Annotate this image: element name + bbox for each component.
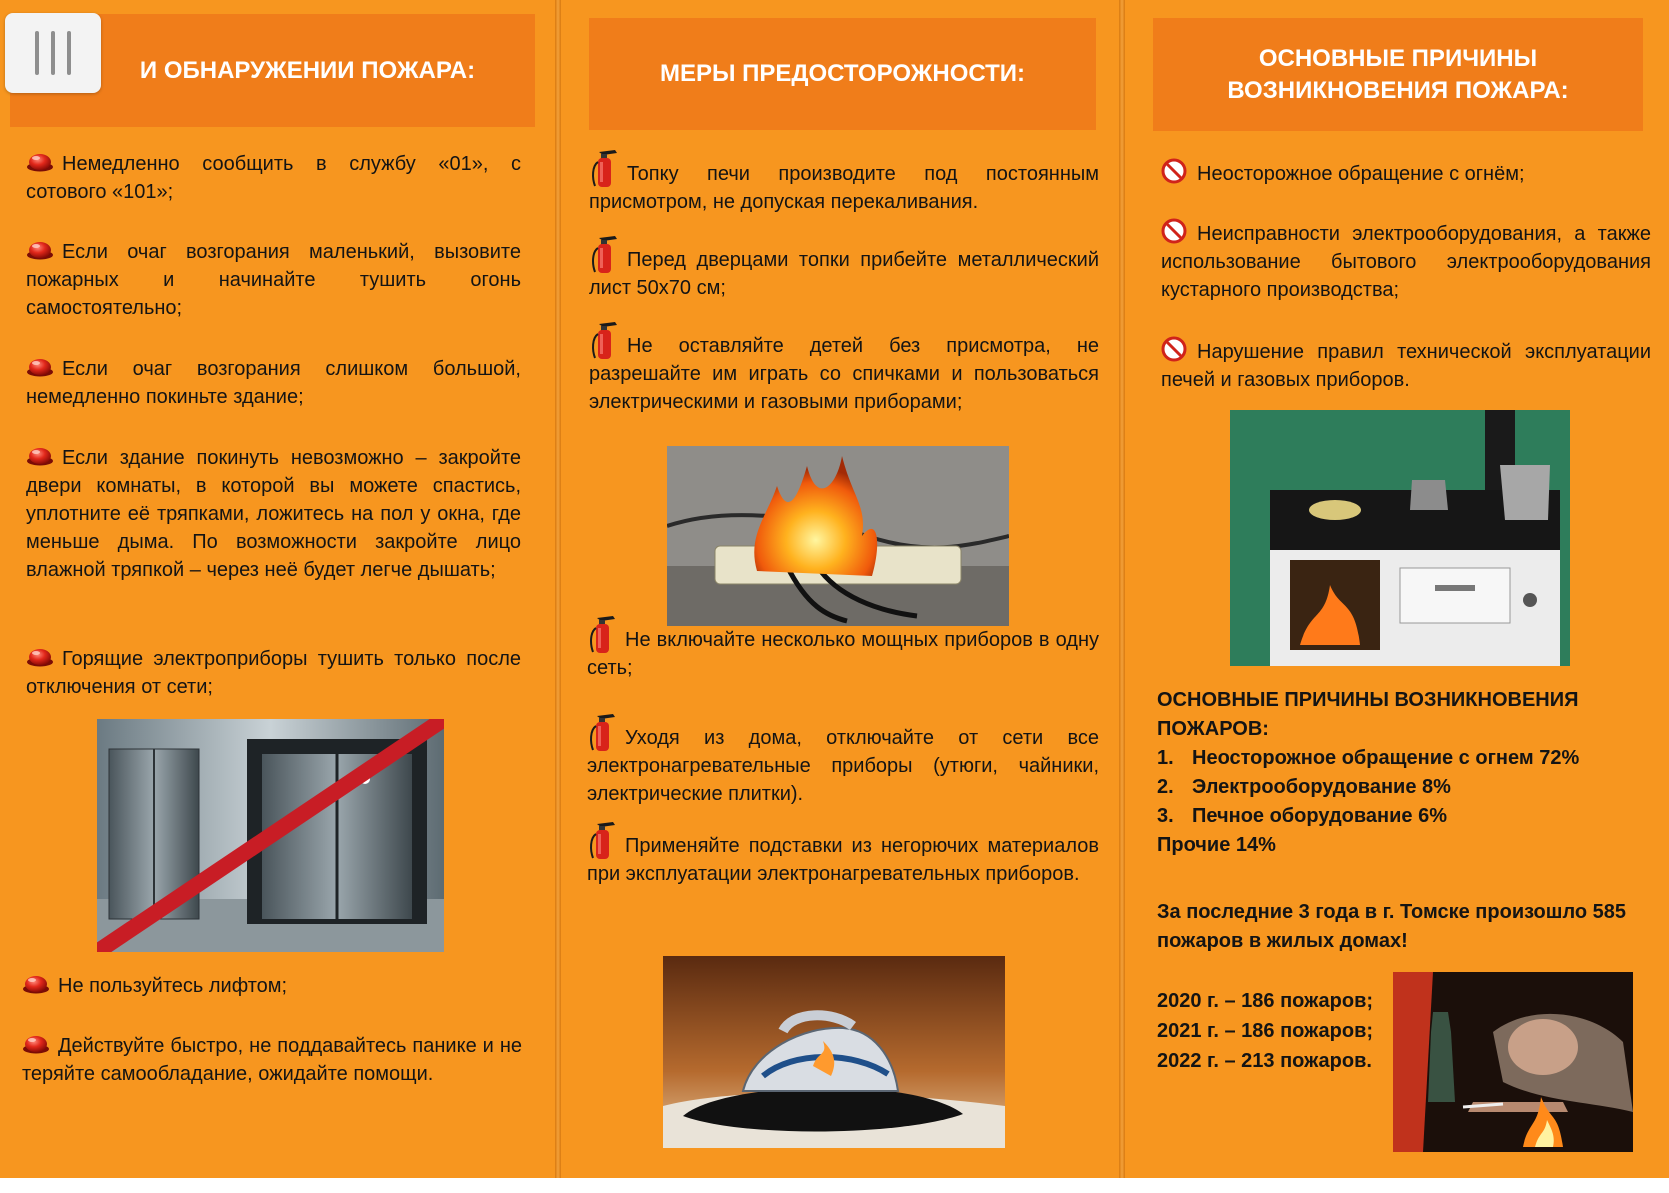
- fire-extinguisher-icon: [589, 234, 621, 274]
- prohibition-icon: [1161, 158, 1187, 184]
- panel-fire-causes: [1125, 0, 1669, 1178]
- list-item: Если очаг возгорания маленький, вызовите пожарных и начинайте тушить огонь самостоятельно;: [26, 241, 521, 319]
- burning-power-strip-photo: [667, 446, 1009, 626]
- red-button-bullet-icon: [22, 974, 50, 994]
- fire-extinguisher-icon: [587, 820, 619, 860]
- fire-extinguisher-icon: [587, 712, 619, 752]
- cause-text: Печное оборудование 6%: [1192, 805, 1447, 827]
- list-item: Не пользуйтесь лифтом;: [22, 972, 522, 1000]
- red-button-bullet-icon: [26, 152, 54, 172]
- menu-bar-icon: [67, 31, 71, 75]
- cause-row: [1157, 773, 1657, 802]
- iron-on-fabric-photo: [663, 956, 1005, 1148]
- careless-smoking-illustration: [1393, 972, 1633, 1152]
- elevator-prohibited-photo: [97, 719, 444, 952]
- panel3-title-line2: ВОЗНИКНОВЕНИЯ ПОЖАРА:: [1227, 76, 1569, 104]
- red-button-bullet-icon: [22, 1034, 50, 1054]
- list-item: Не включайте несколько мощных приборов в одну сеть;: [587, 614, 1099, 682]
- panel-precautions: [561, 0, 1119, 1178]
- panel3-title-line1: ОСНОВНЫЕ ПРИЧИНЫ: [1258, 44, 1538, 72]
- list-item: Неосторожное обращение с огнём;: [1161, 158, 1651, 188]
- list-item: Топку печи производите под постоянным присмотром, не допуская перекаливания.: [589, 148, 1099, 216]
- fire-extinguisher-icon: [587, 614, 619, 654]
- stats-heading: ОСНОВНЫЕ ПРИЧИНЫ ВОЗНИКНОВЕНИЯ ПОЖАРОВ:: [1157, 689, 1579, 740]
- cause-number: 3.: [1157, 805, 1174, 827]
- cause-text: Неосторожное обращение с огнем 72%: [1192, 747, 1580, 769]
- iron-illustration: [663, 956, 1005, 1148]
- red-button-bullet-icon: [26, 240, 54, 260]
- list-item: Горящие электроприборы тушить только после отключения от сети;: [26, 648, 521, 698]
- fire-extinguisher-icon: [589, 320, 621, 360]
- cause-row: [1157, 744, 1657, 773]
- list-item: Нарушение правил технической эксплуатации печей и газовых приборов.: [1161, 336, 1651, 394]
- panel3-title-banner: [1153, 18, 1643, 131]
- red-button-bullet-icon: [26, 647, 54, 667]
- fires-by-year: [1157, 986, 1377, 1076]
- cause-number: 2.: [1157, 776, 1174, 798]
- cause-text: Электрооборудование 8%: [1192, 776, 1451, 798]
- stove-illustration: [1230, 410, 1570, 666]
- tomsk-summary: За последние 3 года в г. Томске произошло 585 пожаров в жилых домах!: [1157, 901, 1627, 952]
- list-item: Если здание покинуть невозможно – закройте двери комнаты, в которой вы можете спастись, уплотните её тряпками, ложитесь на пол у окна, где меньше дыма. По возможности закройте лицо влажной тряпкой – через неё будет легче дышать;: [26, 447, 521, 581]
- list-item: Немедленно сообщить в службу «01», с сотового «101»;: [26, 153, 521, 203]
- burning-socket-illustration: [667, 446, 1009, 626]
- list-item: Действуйте быстро, не поддавайтесь панике и не теряйте самообладание, ожидайте помощи.: [22, 1035, 522, 1085]
- elevator-crossed-illustration: [97, 719, 444, 952]
- year-row: 2022 г. – 213 пожаров.: [1157, 1050, 1372, 1072]
- panel2-title-banner: [589, 18, 1096, 130]
- smoking-drunk-man-photo: [1393, 972, 1633, 1152]
- other-causes: Прочие 14%: [1157, 834, 1276, 856]
- red-button-bullet-icon: [26, 446, 54, 466]
- cause-row: [1157, 802, 1657, 831]
- list-item: Не оставляйте детей без присмотра, не разрешайте им играть со спичками и пользоваться электрическими и газовыми приборами;: [589, 320, 1099, 416]
- prohibition-icon: [1161, 218, 1187, 244]
- prohibition-icon: [1161, 336, 1187, 362]
- menu-bar-icon: [51, 31, 55, 75]
- fire-extinguisher-icon: [589, 148, 621, 188]
- panel-toggle-button[interactable]: [5, 13, 101, 93]
- list-item: Неисправности электрооборудования, а также использование бытового электрооборудования кустарного производства;: [1161, 218, 1651, 304]
- menu-bar-icon: [35, 31, 39, 75]
- list-item: Применяйте подставки из негорючих материалов при эксплуатации электронагревательных приборов.: [587, 820, 1099, 888]
- fire-causes-statistics: [1157, 686, 1657, 860]
- list-item: Перед дверцами топки прибейте металлический лист 50х70 см;: [589, 234, 1099, 302]
- wood-stove-photo: [1230, 410, 1570, 666]
- list-item: Если очаг возгорания слишком большой, немедленно покиньте здание;: [26, 358, 521, 408]
- list-item: Уходя из дома, отключайте от сети все электронагревательные приборы (утюги, чайники, электрические плитки).: [587, 712, 1099, 808]
- year-row: 2021 г. – 186 пожаров;: [1157, 1020, 1374, 1042]
- cause-number: 1.: [1157, 747, 1174, 769]
- panel2-title: МЕРЫ ПРЕДОСТОРОЖНОСТИ:: [659, 60, 1026, 87]
- year-row: 2020 г. – 186 пожаров;: [1157, 990, 1374, 1012]
- panel-fire-detection: [0, 0, 555, 1178]
- red-button-bullet-icon: [26, 357, 54, 377]
- panel1-title: И ОБНАРУЖЕНИИ ПОЖАРА:: [139, 56, 476, 84]
